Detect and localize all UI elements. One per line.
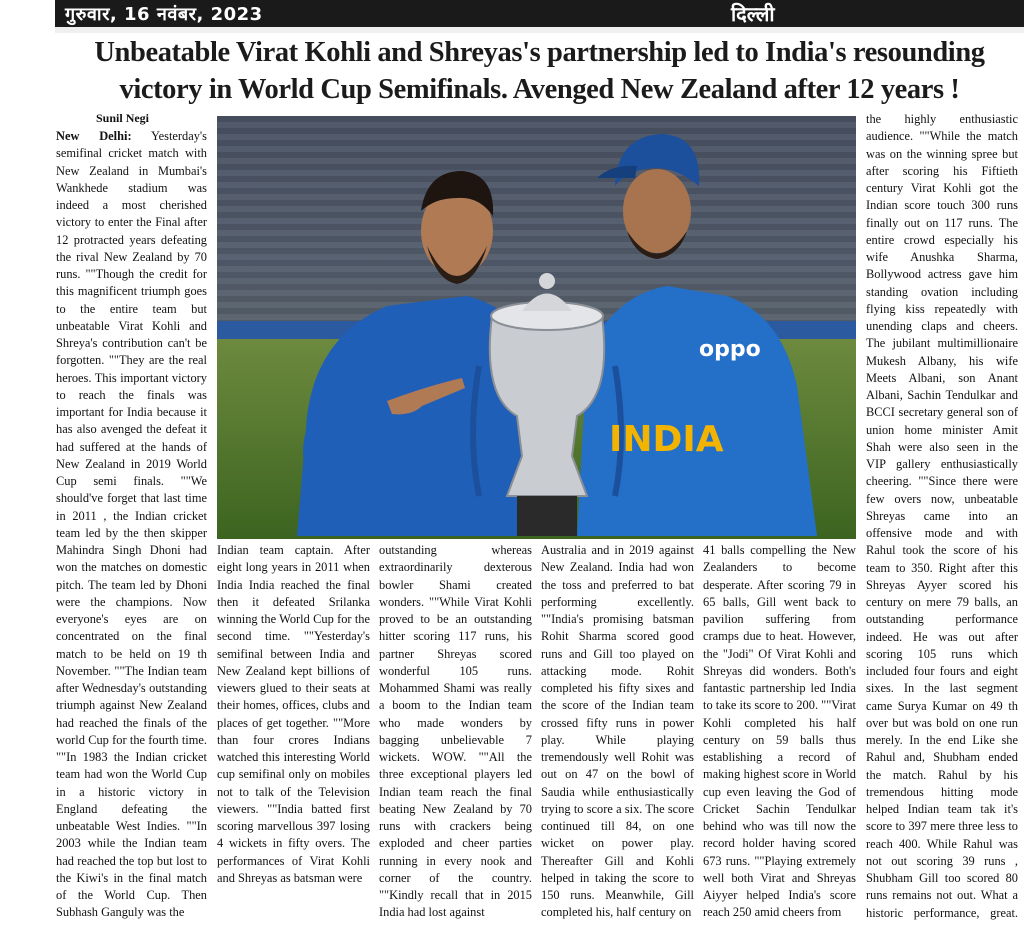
masthead-bar: [55, 0, 1024, 27]
trophy-finial: [539, 273, 555, 289]
byline: Sunil Negi: [96, 111, 150, 125]
column-5-text: 41 balls compelling the New Zealanders to become desperate. After scoring 79 in 65 balls, Gill went back to pavilion suffering from cramps due to heat. However, the "Jodi" Of Virat Kohli and Shreyas did wonders. Both's fantastic partnership led India to take its score to 200. ""Virat Kohli completed his half century on 59 balls thus establishing a record of making highest score in World cup even leaving the God of Cricket Sachin Tendulkar behind who was till now the record holder having scored 673 runs. ""Playing extremely well both Virat and Shreyas Aiyyer helped India's score reach 250 amid cheers from: [703, 543, 856, 920]
players-with-trophy-illustration: [217, 116, 856, 536]
column-2-text: Indian team captain. After eight long years in 2011 when India India reached the final then it defeated Srilanka winning the World Cup for the second time. ""Yesterday's semifinal between India and New Zealand kept billions of viewers glued to their seats at their homes, offices, clubs and places of get together. ""More than four crores Indians watched this interesting World cup semifinal only on mobiles not to talk of the Television viewers. ""India batted first scoring marvellous 397 losing 4 wickets in fifty overs. The performances of Virat Kohli and Shreyas as batsman were: [217, 543, 370, 885]
headline-line-1: Unbeatable Virat Kohli and Shreyas's partnership led to India's resounding: [94, 37, 985, 68]
article-column-5: [703, 542, 856, 924]
column-1-text: Yesterday's semifinal cricket match with New Zealand in Mumbai's Wankhede stadium was indeed a most cherished victory to enter the Final after 12 protracted years defeating the rival New Zealand by 70 runs. ""Though the credit for this magnificent triumph goes to the entire team but unbeatable Virat Kohli and Shreya's contribution can't be forgotten. ""They are the real heroes. This important victory to reach the finals was important for India because it has also avenged the defeat it had suffered at the hands of New Zealand in 2019 World Cup semi finals. ""We should've forget that last time in 2011 , the Indian cricket team led by the then skipper Mahindra Singh Dhoni had won the matches on domestic pitch. The team led by Dhoni were the champions. Now everyone's eyes are on concentrated on the final match to be held on 19 th November. ""The Indian team after Wednesday's outstanding triumph against New Zealand had reached the finals of the world Cup for the fourth time. ""In 1983 the Indian cricket team had won the World Cup in a historic victory in England defeating the unbeatable West Indies. ""In 2003 while the Indian team had reached the top but lost to the Kiwi's in the final match of the World Cup. Then Subhash Ganguly was the: [56, 129, 207, 920]
trophy-lid: [522, 294, 572, 312]
column-3-text: outstanding whereas extraordinarily dexterous bowler Shami created wonders. ""While Virat Kohli proved to be an outstanding hitter scoring 117 runs, his partner Shreyas scored wonderful 105 runs. Mohammed Shami was really a boom to the Indian team who made wonders by bagging unbelievable 7 wickets. WOW. ""All the three exceptional players led Indian team reach the final beating New Zealand by 70 runs with crackers being exploded and cheer parties running in every nook and corner of the country. ""Kindly recall that in 2015 India had lost against: [379, 543, 532, 920]
article-headline: [55, 34, 1024, 108]
article-column-6: [866, 111, 1018, 924]
column-6-text: the highly enthusiastic audience. ""While the match was on the winning spree but after scoring his Fiftieth century Virat Kohli got the Indian score touch 300 runs finally out on 117 runs. The entire crowd especially his wife Anushka Sharma, Bollywood actress gave him standing ovation including flying kiss repeatedly with unending claps and cheers. The jubilant multimillionaire Mukesh Albany, his wife Meets Albani, son Anant Albani, Sachin Tendulkar and BCCI secretary general son of union home minister Amit Shah were also seen in the VIP gallery enthusiastically cheering. ""Since there were few overs now, unbeatable Shreyas came into an offensive mode and with Rahul took the score of his team to 350. Right after this Shreyas Ayyer scored his century on mere 79 balls, an outstanding performance indeed. He was out after scoring 105 runs which included four fours and eight sixes. In the last segment came Surya Kumar on 49 th over but was bold on one run merely. In the end Like she Rahul and, Shubham ended the match. Rahul by his tremendous hitting mode helped Indian team tak it's score to 397 mere three less to reach 400. While Rahul was not out scoring 39 runs , Shubham Gill too scored 80 runs remains not out. What a historic performance, great.: [866, 112, 1018, 920]
headline-line-2: victory in World Cup Semifinals. Avenged New Zealand after 12 years !: [119, 74, 960, 105]
column-4-text: Australia and in 2019 against New Zealand. India had won the toss and preferred to bat performing excellently. ""India's promising batsman Rohit Sharma scored good runs and Gill too played on attacking mode. Rohit completed his fifty sixes and the score of the Indian team crossed fifty runs in power play. While playing tremendously well Rohit was out on 47 on the bowl of Saudia while enthusiastically trying to score a six. The score continued till 84, on one wicket on power play. Thereafter Gill and Kohli helped in taking the score to 150 runs. Meanwhile, Gill completed his, half century on: [541, 543, 694, 920]
jersey-country-text: INDIA: [609, 419, 724, 460]
article-column-1: [56, 128, 207, 924]
article-photo: [217, 116, 856, 536]
masthead-rule: [55, 27, 1024, 33]
article-column-2: [217, 542, 370, 924]
article-column-3: [379, 542, 532, 924]
next-article-cutoff: [0, 925, 1024, 936]
player-right-body: [577, 286, 817, 536]
masthead-city: दिल्ली: [731, 2, 775, 26]
jersey-sponsor-text: oppo: [699, 337, 761, 362]
player-right-cap-brim: [597, 166, 637, 178]
dateline: New Delhi:: [56, 129, 132, 143]
trophy-base: [517, 496, 577, 536]
article-column-4: [541, 542, 694, 924]
masthead-date: गुरुवार, 16 नवंबर, 2023: [65, 4, 263, 25]
